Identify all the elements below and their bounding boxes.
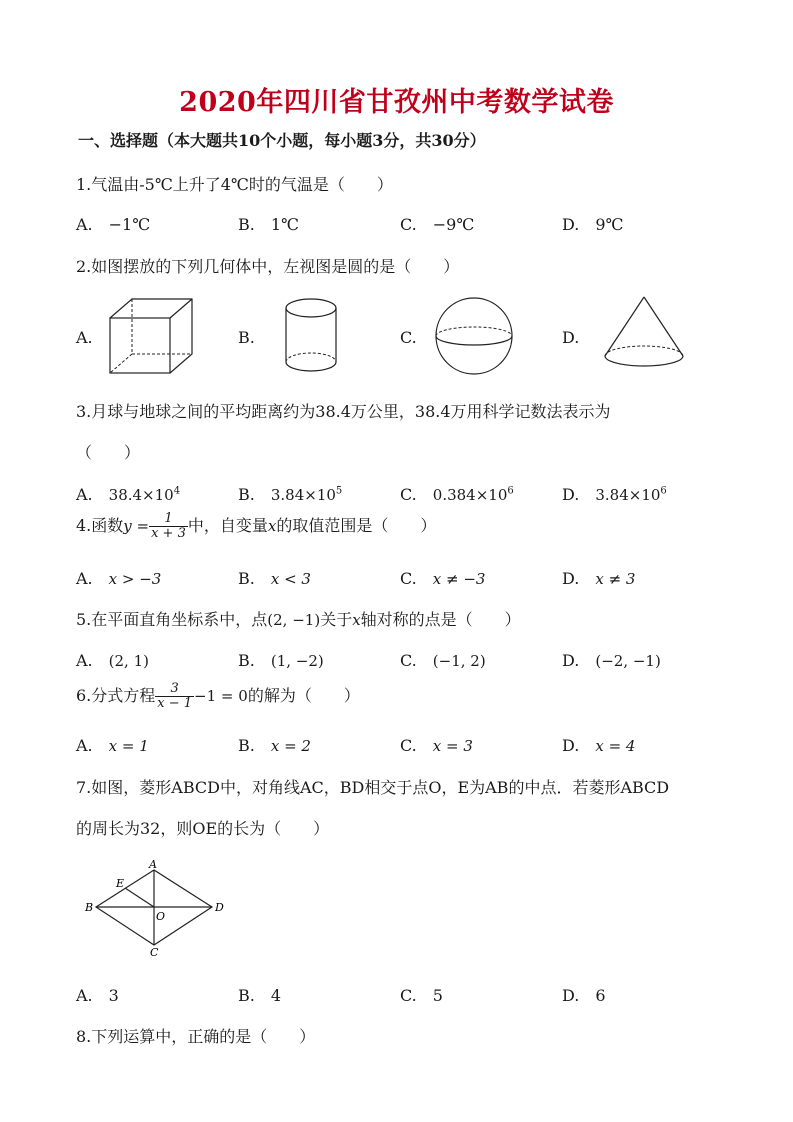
q4-denominator: x + 3	[151, 526, 186, 541]
q6-prefix: 6.分式方程	[76, 686, 156, 705]
q5-middle: 关于	[320, 610, 353, 629]
question-7-stem: 7.如图，菱形ABCD中，对角线AC，BD相交于点O，E为AB的中点．若菱形ABCD	[76, 778, 670, 797]
q6-option-d-expr: x = 4	[595, 737, 636, 755]
q4-numerator: 1	[149, 512, 188, 527]
q3-option-a-base: 38.4×10	[108, 486, 174, 504]
q6-option-b-label: B.	[238, 736, 255, 755]
q3-option-d-base: 3.84×10	[595, 486, 661, 504]
q5-prefix: 5.在平面直角坐标系中，点	[76, 610, 268, 629]
q4-option-a	[76, 566, 161, 589]
question-4-stem	[76, 512, 436, 541]
q3-option-b	[238, 482, 342, 505]
cone-icon	[600, 294, 688, 374]
q5-option-a-label: A.	[76, 651, 93, 670]
label-o: O	[156, 910, 166, 923]
label-c: C	[150, 946, 159, 958]
q4-option-b	[238, 566, 311, 589]
q4-option-a-expr: x > −3	[108, 570, 162, 588]
question-7-stem-cont: 的周长为32，则OE的长为（ ）	[76, 819, 330, 838]
question-6-stem	[76, 682, 360, 711]
question-3-stem: 3.月球与地球之间的平均距离约为38.4万公里，38.4万用科学记数法表示为	[76, 402, 611, 421]
q5-option-d-label: D.	[562, 651, 580, 670]
q5-var: x	[352, 611, 361, 629]
q7-option-c: C. 5	[400, 986, 443, 1005]
q6-option-b	[238, 733, 311, 756]
question-1-stem: 1.气温由-5℃上升了4℃时的气温是（ ）	[76, 175, 393, 194]
q4-prefix: 4.函数	[76, 516, 124, 535]
q1-option-d: D. 9℃	[562, 215, 624, 234]
label-b: B	[85, 901, 94, 914]
q6-rest: −1 = 0	[194, 687, 248, 705]
q6-option-b-expr: x = 2	[270, 737, 311, 755]
q4-suffix2: 的取值范围是（ ）	[276, 516, 437, 535]
q6-suffix: 的解为（ ）	[247, 686, 360, 705]
q6-fraction	[155, 682, 194, 711]
question-2-stem: 2.如图摆放的下列几何体中，左视图是圆的是（ ）	[76, 257, 460, 276]
q5-option-a	[76, 648, 149, 671]
q6-option-d	[562, 733, 635, 756]
q3-option-c-label: C.	[400, 485, 417, 504]
q3-option-c-exp: 6	[507, 485, 514, 497]
q6-option-a-expr: x = 1	[108, 737, 149, 755]
sphere-icon	[430, 294, 520, 380]
q3-option-a	[76, 482, 180, 505]
q2-option-a: A.	[76, 328, 93, 347]
q4-fraction	[149, 512, 188, 541]
q4-func-lhs: y =	[123, 517, 150, 535]
section-heading: 一、选择题（本大题共10个小题，每小题3分，共30分）	[78, 131, 486, 150]
q6-option-d-label: D.	[562, 736, 580, 755]
q3-option-d-label: D.	[562, 485, 580, 504]
q4-var: x	[267, 517, 277, 535]
q6-option-c-label: C.	[400, 736, 417, 755]
label-a: A	[149, 858, 157, 871]
q3-option-d-exp: 6	[660, 485, 667, 497]
q4-option-b-label: B.	[238, 569, 255, 588]
q3-option-b-exp: 5	[335, 485, 343, 497]
q5-option-d	[562, 648, 661, 671]
q5-option-b-expr: (1, −2)	[270, 652, 324, 670]
q2-option-d: D.	[562, 328, 580, 347]
question-3-stem-cont: （ ）	[76, 443, 141, 462]
q3-option-d	[562, 482, 667, 505]
q3-option-b-label: B.	[238, 485, 255, 504]
q4-suffix: 中，自变量	[187, 516, 268, 535]
q1-option-b: B. 1℃	[238, 215, 299, 234]
q4-option-d	[562, 566, 635, 589]
question-5-stem	[76, 607, 521, 630]
q6-denominator: x − 1	[157, 696, 193, 711]
q4-option-a-label: A.	[76, 569, 93, 588]
q2-option-c: C.	[400, 328, 417, 347]
q4-option-c-label: C.	[400, 569, 417, 588]
rhombus-figure	[82, 858, 232, 958]
question-8-stem: 8.下列运算中，正确的是（ ）	[76, 1027, 316, 1046]
q5-option-b-label: B.	[238, 651, 255, 670]
q4-option-b-expr: x < 3	[270, 570, 311, 588]
q6-option-c	[400, 733, 473, 756]
label-e: E	[116, 877, 125, 890]
q6-option-c-expr: x = 3	[432, 737, 473, 755]
q7-option-d: D. 6	[562, 986, 606, 1005]
q4-option-c	[400, 566, 485, 589]
q7-option-a: A. 3	[76, 986, 119, 1005]
cube-icon	[105, 296, 197, 378]
q6-numerator: 3	[155, 682, 194, 697]
q5-option-c-label: C.	[400, 651, 417, 670]
cylinder-icon	[280, 296, 344, 376]
q5-option-c-expr: (−1, 2)	[432, 652, 486, 670]
q3-option-c	[400, 482, 514, 505]
q5-option-c	[400, 648, 486, 671]
q6-option-a-label: A.	[76, 736, 93, 755]
q2-option-b: B.	[238, 328, 255, 347]
label-d: D	[215, 901, 224, 914]
q5-point: (2, −1)	[267, 611, 321, 629]
q5-option-b	[238, 648, 324, 671]
q3-option-b-base: 3.84×10	[270, 486, 336, 504]
q5-suffix: 轴对称的点是（ ）	[360, 610, 521, 629]
q1-option-a: A. −1℃	[76, 215, 151, 234]
q1-option-c: C. −9℃	[400, 215, 475, 234]
segment-oe	[125, 888, 154, 907]
q3-option-a-exp: 4	[173, 485, 181, 497]
page-title: 2020年四川省甘孜州中考数学试卷	[179, 87, 614, 118]
q4-option-c-expr: x ≠ −3	[432, 570, 486, 588]
q4-option-d-label: D.	[562, 569, 580, 588]
q5-option-a-expr: (2, 1)	[108, 652, 149, 670]
q3-option-c-base: 0.384×10	[432, 486, 508, 504]
q6-option-a	[76, 733, 149, 756]
q3-option-a-label: A.	[76, 485, 93, 504]
q4-option-d-expr: x ≠ 3	[595, 570, 636, 588]
q7-option-b: B. 4	[238, 986, 282, 1005]
q5-option-d-expr: (−2, −1)	[595, 652, 661, 670]
